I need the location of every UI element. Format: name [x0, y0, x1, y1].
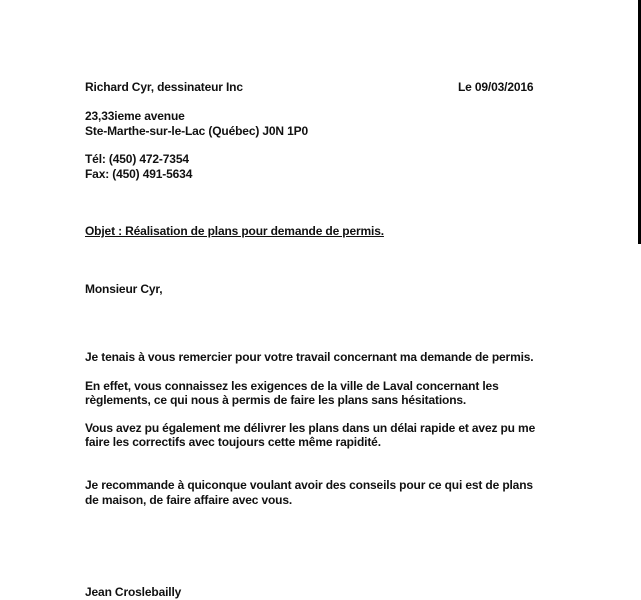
signature-name: Jean Croslebailly: [85, 585, 182, 599]
fax-line: Fax: (450) 491-5634: [85, 167, 193, 181]
paragraph-1-line-1: Je tenais à vous remercier pour votre travail concernant ma demande de permis.: [85, 350, 534, 364]
paragraph-3-line-1: Vous avez pu également me délivrer les plans dans un délai rapide et avez pu me: [85, 421, 536, 435]
phone-line: Tél: (450) 472-7354: [85, 152, 189, 166]
paragraph-3-line-2: faire les correctifs avec toujours cette même rapidité.: [85, 435, 381, 449]
letter-date: Le 09/03/2016: [458, 80, 534, 94]
paragraph-2-line-1: En effet, vous connaissez les exigences de la ville de Laval concernant les: [85, 379, 499, 393]
sender-name: Richard Cyr, dessinateur Inc: [85, 80, 243, 94]
paragraph-4-line-2: de maison, de faire affaire avec vous.: [85, 493, 293, 507]
address-line-2: Ste-Marthe-sur-le-Lac (Québec) J0N 1P0: [85, 124, 309, 138]
address-line-1: 23,33ieme avenue: [85, 109, 185, 123]
salutation: Monsieur Cyr,: [85, 282, 163, 296]
paragraph-2-line-2: règlements, ce qui nous à permis de faire les plans sans hésitations.: [85, 393, 467, 407]
paragraph-4-line-1: Je recommande à quiconque voulant avoir des conseils pour ce qui est de plans: [85, 478, 533, 492]
subject-line: Objet : Réalisation de plans pour demande de permis.: [85, 224, 384, 238]
